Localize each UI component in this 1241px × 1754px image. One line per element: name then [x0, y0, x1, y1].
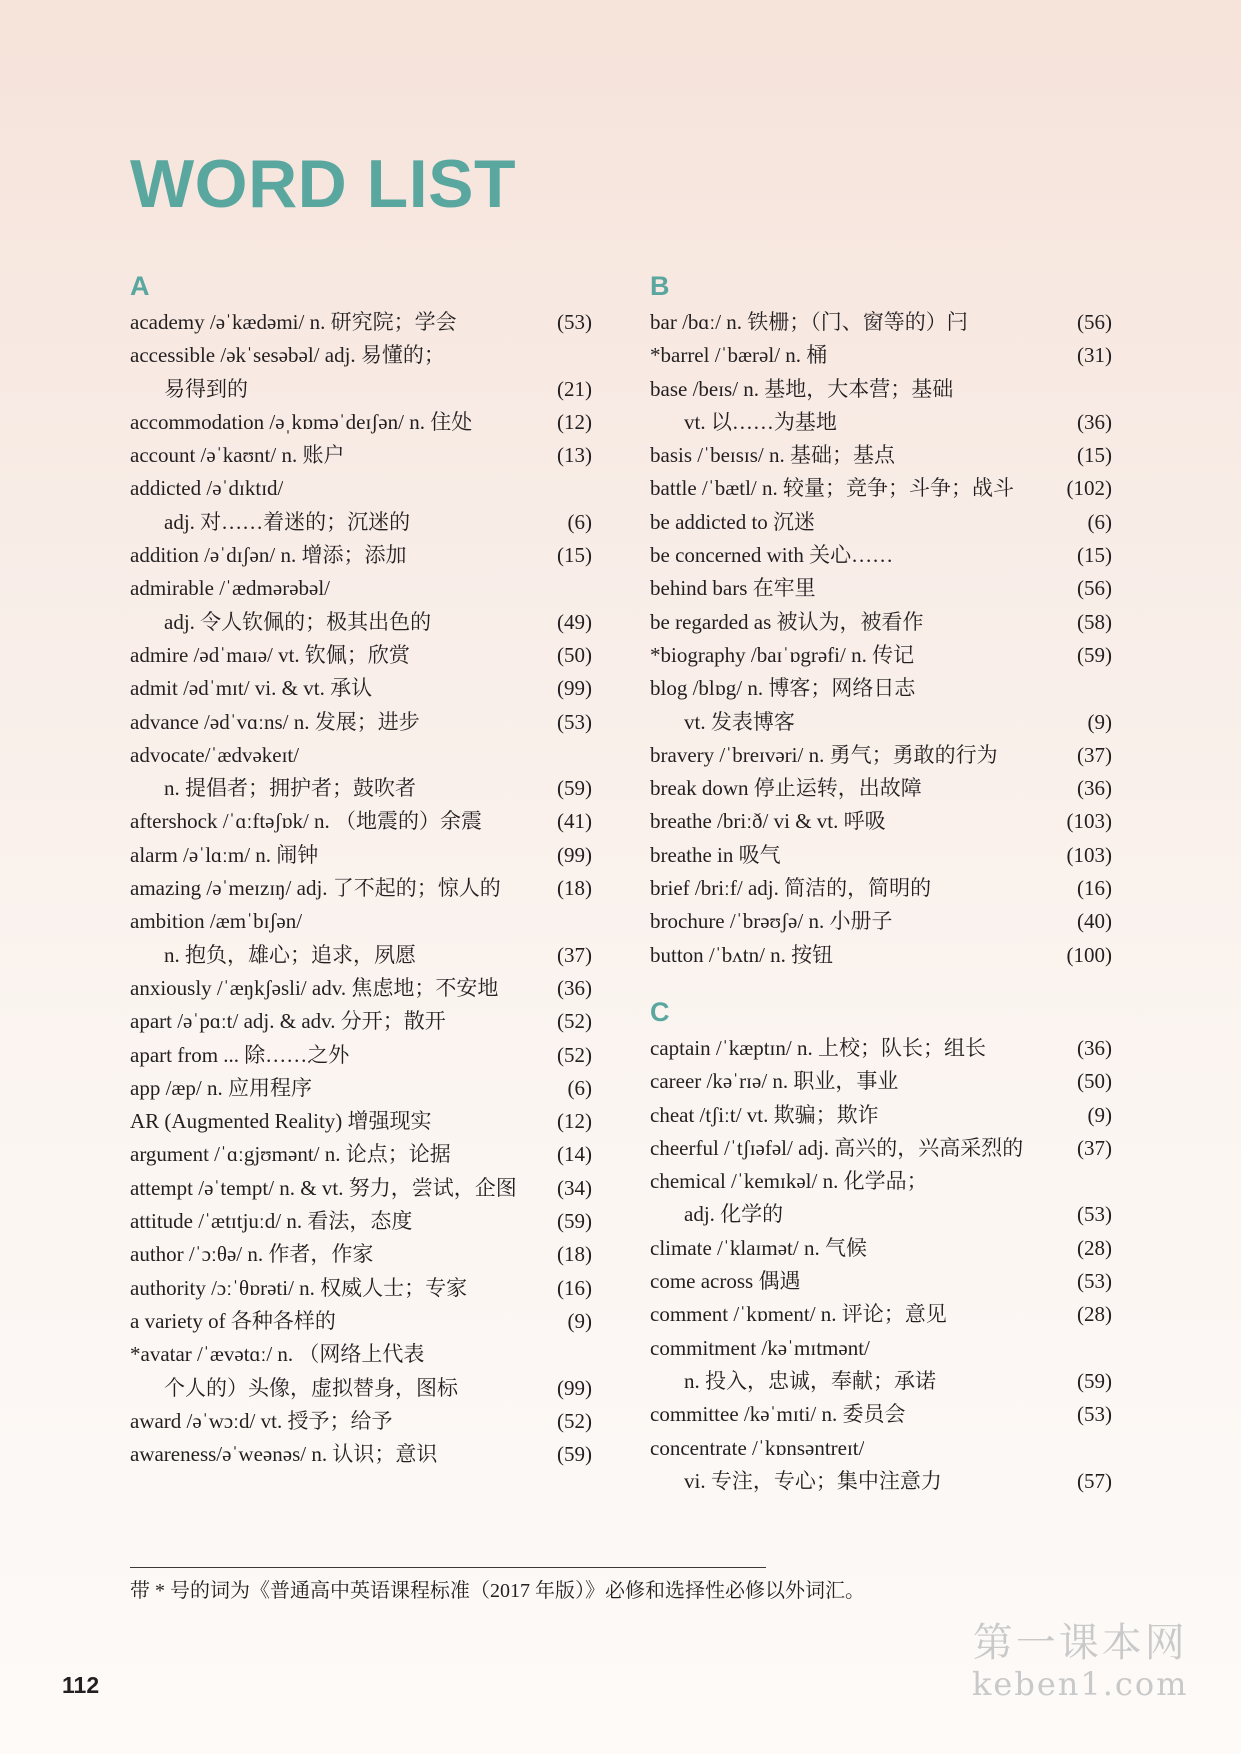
word-entry — [130, 472, 592, 505]
entry-text: brief /briːf/ adj. 简洁的，简明的 — [650, 876, 932, 901]
entry-page-ref: (36) — [1077, 776, 1112, 801]
entry-text: attitude /ˈætɪtjuːd/ n. 看法，态度 — [130, 1209, 413, 1234]
entry-page-ref: (53) — [557, 709, 592, 734]
entry-text: attempt /əˈtempt/ n. & vt. 努力，尝试，企图 — [130, 1175, 517, 1200]
entry-page-ref: (6) — [567, 1075, 592, 1100]
word-entry — [650, 839, 1112, 872]
entry-page-ref: (15) — [557, 543, 592, 568]
word-entry — [130, 706, 592, 739]
entry-page-ref: (12) — [557, 1109, 592, 1134]
word-entry — [130, 439, 592, 472]
entry-text: admirable /ˈædmərəbəl/ — [130, 576, 331, 601]
word-entry — [130, 805, 592, 838]
entry-text: award /əˈwɔːd/ vt. 授予；给予 — [130, 1408, 393, 1433]
entry-text: vi. 专注，专心；集中注意力 — [684, 1468, 942, 1493]
entry-page-ref: (14) — [557, 1142, 592, 1167]
word-entry — [130, 1072, 592, 1105]
entry-page-ref: (99) — [557, 676, 592, 701]
word-entry — [130, 1405, 592, 1438]
entry-text: *avatar /ˈævətɑː/ n. （网络上代表 — [130, 1342, 425, 1367]
word-list-column-left — [130, 266, 592, 1471]
entry-text: author /ˈɔːθə/ n. 作者，作家 — [130, 1242, 374, 1267]
word-entry — [650, 1265, 1112, 1298]
word-entry — [130, 672, 592, 705]
entry-text: be regarded as 被认为，被看作 — [650, 609, 924, 634]
entry-page-ref: (36) — [1077, 409, 1112, 434]
section-letter: C — [650, 996, 670, 1027]
entry-page-ref: (100) — [1066, 942, 1112, 967]
word-entry — [130, 739, 592, 772]
word-entry — [130, 1238, 592, 1271]
entry-text: accessible /əkˈsesəbəl/ adj. 易懂的； — [130, 343, 445, 368]
entry-text: admit /ədˈmɪt/ vi. & vt. 承认 — [130, 676, 373, 701]
entry-page-ref: (59) — [1077, 1368, 1112, 1393]
word-entry — [130, 339, 592, 372]
entry-page-ref: (99) — [557, 1375, 592, 1400]
entry-text: adj. 化学的 — [684, 1202, 784, 1227]
word-entry — [650, 472, 1112, 505]
section-letter: B — [650, 271, 670, 301]
entry-text: addition /əˈdɪʃən/ n. 增添；添加 — [130, 543, 407, 568]
word-entry — [650, 1099, 1112, 1132]
entry-text: n. 投入，忠诚，奉献；承诺 — [684, 1368, 936, 1393]
entry-page-ref: (59) — [557, 776, 592, 801]
entry-page-ref: (52) — [557, 1408, 592, 1433]
entry-page-ref: (102) — [1066, 476, 1112, 501]
entry-page-ref: (37) — [557, 942, 592, 967]
entry-text: vt. 发表博客 — [684, 709, 795, 734]
word-entry-continuation — [130, 772, 592, 805]
entry-page-ref: (18) — [557, 876, 592, 901]
entry-text: amazing /əˈmeɪzɪŋ/ adj. 了不起的；惊人的 — [130, 876, 501, 901]
word-entry — [130, 905, 592, 938]
entry-page-ref: (58) — [1077, 609, 1112, 634]
entry-page-ref: (37) — [1077, 1135, 1112, 1160]
entry-text: n. 抱负，雄心；追求，夙愿 — [164, 942, 416, 967]
entry-text: adj. 对……着迷的；沉迷的 — [164, 509, 411, 534]
entry-text: behind bars 在牢里 — [650, 576, 816, 601]
entry-text: chemical /ˈkemɪkəl/ n. 化学品； — [650, 1169, 928, 1194]
footnote: 带 * 号的词为《普通高中英语课程标准（2017 年版）》必修和选择性必修以外词汇。 — [130, 1580, 865, 1602]
entry-page-ref: (50) — [1077, 1069, 1112, 1094]
entry-text: authority /ɔːˈθɒrəti/ n. 权威人士；专家 — [130, 1275, 468, 1300]
entry-page-ref: (59) — [557, 1209, 592, 1234]
page-title: WORD LIST — [130, 146, 517, 222]
page-number: 112 — [62, 1672, 100, 1698]
entry-page-ref: (57) — [1077, 1468, 1112, 1493]
entry-page-ref: (53) — [1077, 1402, 1112, 1427]
entry-text: aftershock /ˈɑːftəʃɒk/ n. （地震的）余震 — [130, 809, 483, 834]
word-entry-continuation — [650, 1465, 1112, 1498]
entry-page-ref: (9) — [1087, 1102, 1112, 1127]
entry-text: come across 偶遇 — [650, 1269, 801, 1294]
entry-page-ref: (40) — [1077, 909, 1112, 934]
entry-text: blog /blɒg/ n. 博客；网络日志 — [650, 676, 916, 701]
entry-page-ref: (52) — [557, 1042, 592, 1067]
entry-text: comment /ˈkɒment/ n. 评论；意见 — [650, 1302, 947, 1327]
entry-page-ref: (16) — [1077, 876, 1112, 901]
entry-page-ref: (53) — [1077, 1269, 1112, 1294]
entry-text: be concerned with 关心…… — [650, 543, 894, 568]
entry-text: climate /ˈklaɪmət/ n. 气候 — [650, 1235, 867, 1260]
entry-page-ref: (53) — [1077, 1202, 1112, 1227]
word-entry-continuation — [650, 1198, 1112, 1231]
word-entry — [650, 306, 1112, 339]
entry-page-ref: (59) — [1077, 642, 1112, 667]
word-entry — [130, 1105, 592, 1138]
entry-text: bravery /ˈbreɪvəri/ n. 勇气；勇敢的行为 — [650, 742, 998, 767]
entry-page-ref: (59) — [557, 1442, 592, 1467]
word-entry — [650, 672, 1112, 705]
entry-page-ref: (36) — [1077, 1035, 1112, 1060]
entry-text: account /əˈkaʊnt/ n. 账户 — [130, 443, 345, 468]
word-entry — [650, 506, 1112, 539]
entry-text: alarm /əˈlɑːm/ n. 闹钟 — [130, 842, 319, 867]
entry-page-ref: (31) — [1077, 343, 1112, 368]
word-entry — [130, 1005, 592, 1038]
entry-page-ref: (28) — [1077, 1302, 1112, 1327]
entry-text: concentrate /ˈkɒnsəntreɪt/ — [650, 1435, 865, 1460]
entry-text: captain /ˈkæptɪn/ n. 上校；队长；组长 — [650, 1035, 986, 1060]
entry-text: academy /əˈkædəmi/ n. 研究院；学会 — [130, 310, 457, 334]
entry-text: admire /ədˈmaɪə/ vt. 钦佩；欣赏 — [130, 642, 410, 667]
word-entry — [130, 639, 592, 672]
word-entry — [130, 1039, 592, 1072]
word-entry — [130, 406, 592, 439]
entry-text: n. 提倡者；拥护者；鼓吹者 — [164, 776, 416, 801]
entry-page-ref: (15) — [1077, 543, 1112, 568]
word-entry-continuation — [130, 373, 592, 406]
word-entry — [130, 972, 592, 1005]
word-entry — [650, 772, 1112, 805]
entry-text: commitment /kəˈmɪtmənt/ — [650, 1335, 870, 1360]
entry-page-ref: (28) — [1077, 1235, 1112, 1260]
entry-text: breathe in 吸气 — [650, 842, 781, 867]
entry-text: app /æp/ n. 应用程序 — [130, 1075, 312, 1100]
entry-text: advance /ədˈvɑːns/ n. 发展；进步 — [130, 709, 420, 734]
entry-page-ref: (103) — [1066, 809, 1112, 834]
entry-page-ref: (15) — [1077, 443, 1112, 468]
word-entry — [130, 1305, 592, 1338]
entry-page-ref: (6) — [567, 509, 592, 534]
entry-text: 易得到的 — [164, 376, 248, 401]
entry-text: anxiously /ˈæŋkʃəsli/ adv. 焦虑地；不安地 — [130, 975, 499, 1000]
entry-page-ref: (36) — [557, 975, 592, 1000]
entry-text: 个人的）头像，虚拟替身，图标 — [164, 1375, 458, 1400]
word-entry-continuation — [130, 506, 592, 539]
word-entry — [650, 1298, 1112, 1331]
word-entry — [650, 373, 1112, 406]
entry-text: argument /ˈɑːgjʊmənt/ n. 论点；论据 — [130, 1142, 451, 1167]
word-entry — [650, 339, 1112, 372]
word-entry — [130, 1172, 592, 1205]
entry-text: awareness/əˈweənəs/ n. 认识；意识 — [130, 1442, 438, 1467]
word-entry — [130, 1205, 592, 1238]
entry-text: button /ˈbʌtn/ n. 按钮 — [650, 942, 834, 967]
word-entry — [650, 539, 1112, 572]
entry-page-ref: (18) — [557, 1242, 592, 1267]
word-entry — [650, 606, 1112, 639]
entry-page-ref: (9) — [567, 1308, 592, 1333]
entry-page-ref: (12) — [557, 409, 592, 434]
entry-text: cheat /tʃiːt/ vt. 欺骗；欺诈 — [650, 1102, 879, 1127]
entry-page-ref: (56) — [1077, 310, 1112, 334]
entry-text: accommodation /əˌkɒməˈdeɪʃən/ n. 住处 — [130, 409, 473, 434]
watermark — [972, 1620, 1188, 1703]
entry-page-ref: (52) — [557, 1009, 592, 1034]
word-entry — [130, 872, 592, 905]
entry-text: base /beɪs/ n. 基地，大本营；基础 — [650, 376, 954, 401]
entry-text: be addicted to 沉迷 — [650, 509, 816, 534]
word-entry-continuation — [650, 406, 1112, 439]
entry-text: basis /ˈbeɪsɪs/ n. 基础；基点 — [650, 443, 895, 468]
entry-text: bar /bɑː/ n. 铁栅；（门、窗等的）闩 — [650, 310, 968, 334]
entry-page-ref: (37) — [1077, 742, 1112, 767]
entry-text: committee /kəˈmɪti/ n. 委员会 — [650, 1402, 906, 1427]
word-entry — [130, 572, 592, 605]
word-entry — [130, 1338, 592, 1371]
word-entry — [130, 1438, 592, 1471]
entry-text: addicted /əˈdɪktɪd/ — [130, 476, 284, 501]
word-entry — [650, 1165, 1112, 1198]
word-entry — [650, 639, 1112, 672]
footnote-divider — [130, 1567, 766, 1568]
section-letter: A — [130, 271, 150, 301]
watermark-en: keben1.com — [972, 1665, 1189, 1703]
entry-text: *barrel /ˈbærəl/ n. 桶 — [650, 343, 828, 368]
entry-page-ref: (16) — [557, 1275, 592, 1300]
word-entry — [650, 1432, 1112, 1465]
entry-page-ref: (50) — [557, 642, 592, 667]
entry-text: brochure /ˈbrəʊʃə/ n. 小册子 — [650, 909, 893, 934]
entry-page-ref: (34) — [557, 1175, 592, 1200]
entry-text: breathe /briːð/ vi & vt. 呼吸 — [650, 809, 886, 834]
word-entry — [130, 306, 592, 339]
word-entry-continuation — [650, 1365, 1112, 1398]
word-entry-continuation — [650, 706, 1112, 739]
word-entry — [650, 1132, 1112, 1165]
entry-page-ref: (49) — [557, 609, 592, 634]
entry-text: career /kəˈrɪə/ n. 职业，事业 — [650, 1069, 899, 1094]
word-entry — [650, 572, 1112, 605]
word-entry — [650, 905, 1112, 938]
entry-text: AR (Augmented Reality) 增强现实 — [130, 1109, 432, 1134]
entry-text: battle /ˈbætl/ n. 较量；竞争；斗争；战斗 — [650, 476, 1014, 501]
word-entry — [650, 805, 1112, 838]
entry-page-ref: (41) — [557, 809, 592, 834]
word-entry — [650, 1398, 1112, 1431]
word-entry — [650, 1032, 1112, 1065]
word-entry — [130, 839, 592, 872]
word-entry — [650, 939, 1112, 972]
entry-page-ref: (21) — [557, 376, 592, 401]
entry-page-ref: (56) — [1077, 576, 1112, 601]
word-entry — [650, 739, 1112, 772]
word-entry — [130, 1272, 592, 1305]
word-entry — [650, 1065, 1112, 1098]
word-entry — [130, 1138, 592, 1171]
entry-page-ref: (99) — [557, 842, 592, 867]
word-entry-continuation — [130, 1372, 592, 1405]
entry-text: cheerful /ˈtʃɪəfəl/ adj. 高兴的，兴高采烈的 — [650, 1135, 1024, 1160]
entry-text: ambition /æmˈbɪʃən/ — [130, 909, 303, 934]
watermark-cn: 第一课本网 — [972, 1620, 1188, 1666]
word-entry — [650, 872, 1112, 905]
entry-page-ref: (6) — [1087, 509, 1112, 534]
entry-text: vt. 以……为基地 — [684, 409, 837, 434]
word-entry — [130, 539, 592, 572]
word-entry — [650, 439, 1112, 472]
entry-page-ref: (103) — [1066, 842, 1112, 867]
entry-page-ref: (53) — [557, 310, 592, 334]
entry-text: apart from ... 除……之外 — [130, 1042, 350, 1067]
word-list-column-right — [650, 266, 1112, 1498]
word-entry — [650, 1332, 1112, 1365]
entry-page-ref: (9) — [1087, 709, 1112, 734]
entry-text: apart /əˈpɑːt/ adj. & adv. 分开；散开 — [130, 1009, 446, 1034]
entry-text: adj. 令人钦佩的；极其出色的 — [164, 609, 432, 634]
entry-text: a variety of 各种各样的 — [130, 1308, 336, 1333]
word-entry-continuation — [130, 939, 592, 972]
entry-text: *biography /baɪˈɒgrəfi/ n. 传记 — [650, 642, 915, 667]
word-entry — [650, 1232, 1112, 1265]
entry-page-ref: (13) — [557, 443, 592, 468]
entry-text: break down 停止运转，出故障 — [650, 776, 922, 801]
entry-text: advocate/ˈædvəkeɪt/ — [130, 742, 300, 767]
word-entry-continuation — [130, 606, 592, 639]
